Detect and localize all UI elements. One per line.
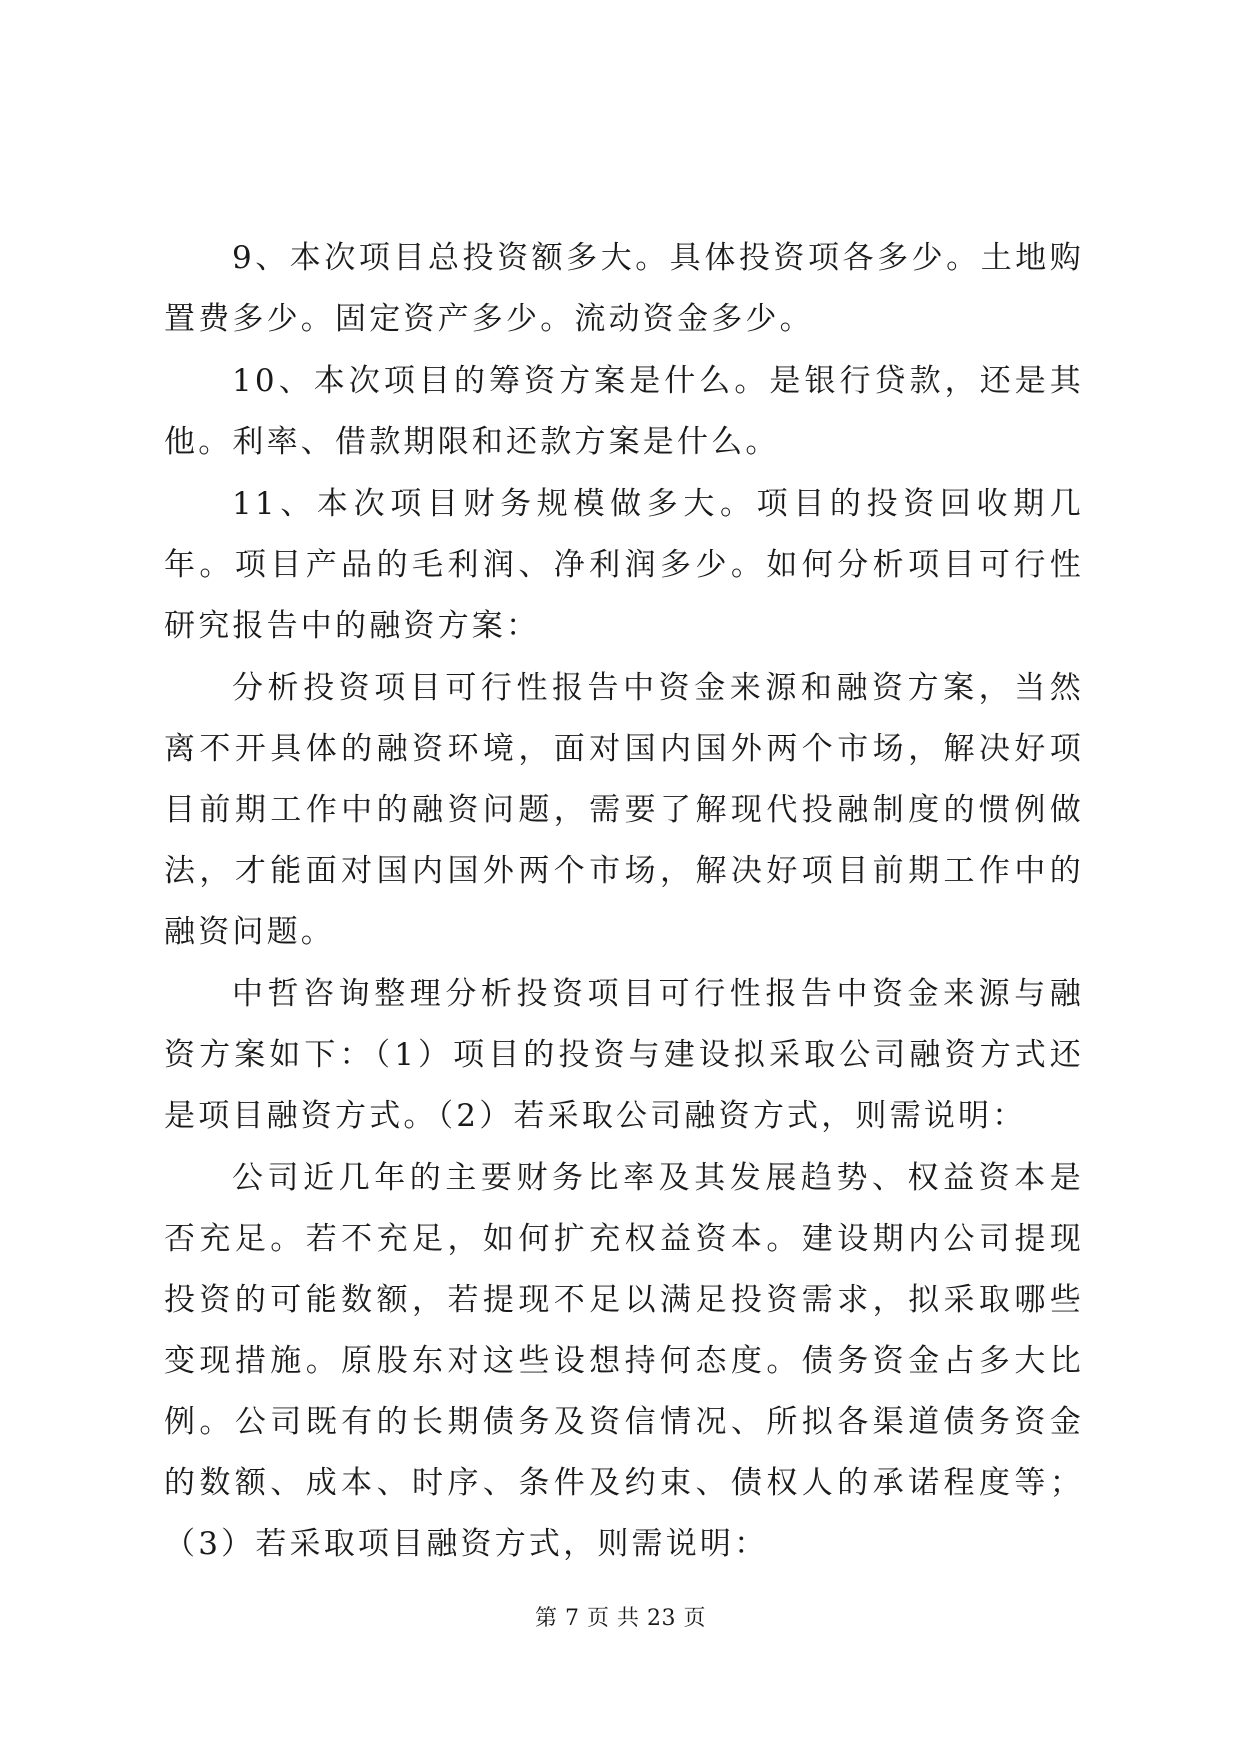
paragraph-financial-scale: 11、本次项目财务规模做多大。项目的投资回收期几年。项目产品的毛利润、净利润多少。如何分析项目可行性研究报告中的融资方案： (164, 486, 1084, 644)
paragraph-financing-methods: 中哲咨询整理分析投资项目可行性报告中资金来源与融资方案如下：（1）项目的投资与建设拟采取公司融资方式还是项目融资方式。（2）若采取公司融资方式，则需说明： (164, 976, 1084, 1134)
paragraph-financing-analysis: 分析投资项目可行性报告中资金来源和融资方案，当然离不开具体的融资环境，面对国内国外两个市场，解决好项目前期工作中的融资问题，需要了解现代投融制度的惯例做法，才能面对国内国外两个市场，解决好项目前期工作中的融资问题。 (164, 670, 1084, 950)
paragraph-financing-plan: 10、本次项目的筹资方案是什么。是银行贷款，还是其他。利率、借款期限和还款方案是什么。 (164, 363, 1084, 460)
document-body (164, 228, 1084, 1575)
paragraph-investment-amount: 9、本次项目总投资额多大。具体投资项各多少。土地购置费多少。固定资产多少。流动资金多少。 (164, 240, 1084, 337)
paragraph-company-financing: 公司近几年的主要财务比率及其发展趋势、权益资本是否充足。若不充足，如何扩充权益资本。建设期内公司提现投资的可能数额，若提现不足以满足投资需求，拟采取哪些变现措施。原股东对这些设想持何态度。债务资金占多大比例。公司既有的长期债务及资信情况、所拟各渠道债务资金的数额、成本、时序、条件及约束、债权人的承诺程度等；（3）若采取项目融资方式，则需说明： (164, 1160, 1084, 1562)
page-number-footer: 第 7 页 共 23 页 (535, 1606, 706, 1631)
